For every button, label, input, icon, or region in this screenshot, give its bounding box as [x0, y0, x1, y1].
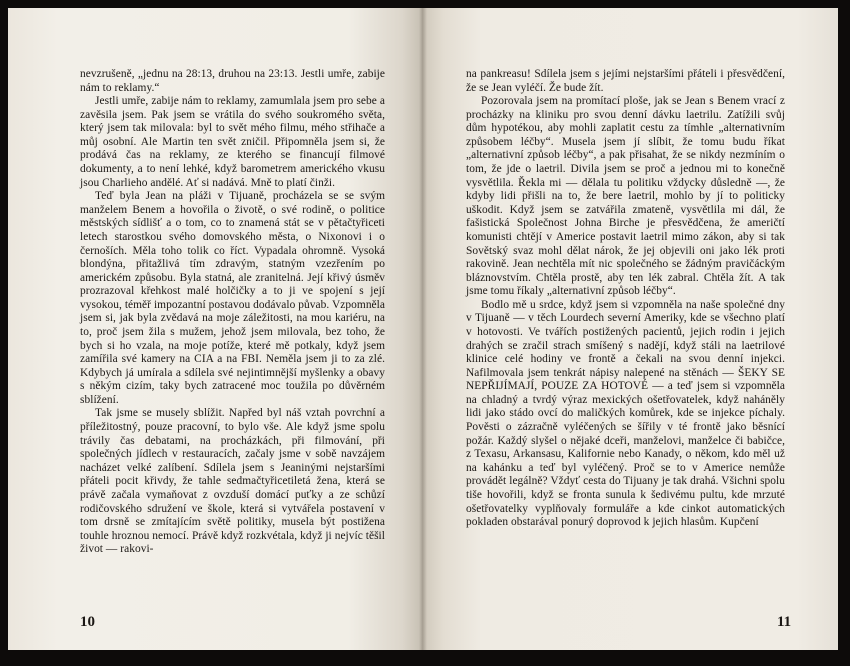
paragraph: Bodlo mě u srdce, když jsem si vzpomněla na naše společné dny v Tijuaně — v těch Lourdech severní Ameriky, kde se všechno platí v hotovosti. Ve tvářích postižených pacientů, jejich rodin i jejich drahých se zračil strach smíšený s nadějí, když stáli na laetrilové klinice celé hodiny ve frontě a čekali na svou denní injekci. Nafilmovala jsem tenkrát nápisy nalepené na stěnách — ŠEKY SE NEPŘIJÍMAJÍ, POUZE ZA HOTOVÉ — a teď jsem si vzpomněla na chladný a tvrdý výraz mexických ošetřovatelek, když naháněly lidi jako stádo ovcí do maličkých komůrek, kde se injekce píchaly. Pověsti o zázračně vyléčených se šířily v té frontě jako běsnící požár. Každý slyšel o nějaké dceři, manželovi, manželce či babičce, z Texasu, Arkansasu, Kalifornie nebo Kanady, o někom, kdo měl už na kahánku a teď byl vyléčený. Proč se to v Americe nemůže provádět legálně? Vždyť cesta do Tijuany je tak drahá. Všichni spolu tiše hovořili, když se fronta sunula k šedivému pultu, kde mrzuté ošetřovatelky vyplňovaly formuláře a kde cinkot automatických pokladen obstarával ponurý doprovod k jejich hlasům. Kupčení: [466, 298, 785, 529]
left-page-text: [80, 68, 385, 557]
page-number-left: 10: [80, 614, 95, 630]
paragraph: Jestli umře, zabije nám to reklamy, zamumlala jsem pro sebe a zavěsila jsem. Pak jsem se vrátila do svého soukromého světa, který jsem tak milovala: byl to svět mého filmu, mého střihače a můj osobní. Ale Martin ten svět zničil. Připomněla jsem si, že prodává čas na reklamy, ze kterého se financují filmové dokumenty, a to není lehké, když barometrem amerického vkusu jsou Charlieho andělé. Ať si nadává. Mně to platí činži.: [80, 95, 385, 189]
left-page: [8, 8, 423, 650]
paragraph: Pozorovala jsem na promítací ploše, jak se Jean s Benem vrací z procházky na kliniku pro svou denní dávku laetrilu. Zatížili svůj dům hypotékou, aby mohli zaplatit cestu za tímhle „alternativním způsobem léčby“. Musela jsem jí slíbit, že tomu budu říkat „alternativní způsob léčby“, a pak přisahat, že se nikdy nezmíním o tom, že jde o laetril. Divila jsem se proč a jednou mi to konečně vysvětlila. Řekla mi — dělala tu politiku vždycky důsledně —, že kdyby lidi přišli na to, že bere laetril, mohlo by jí to politicky uškodit. Když jsem se zatvářila zmateně, vysvětlila mi dál, že fašistická Společnost Johna Birche je přesvědčena, že američtí komunisti chtějí v Americe postavit laetril mimo zákon, aby si tak Sovětský svaz mohl dělat nárok, že jej objevili oni jako lék proti rakovině. Jean nechtěla mít nic společného se žádným pravičáckým bláznovstvím. Chtěla prostě, aby ten lék zabral. Chtěla žít. A tak jsme tomu říkaly „alternativní způsob léčby“.: [466, 95, 785, 298]
book-gutter: [419, 8, 427, 650]
paragraph: nevzrušeně, „jednu na 28:13, druhou na 23:13. Jestli umře, zabije nám to reklamy.“: [80, 68, 385, 94]
paragraph: na pankreasu! Sdílela jsem s jejími nejstaršími přáteli i přesvědčení, že se Jean vyléčí. Že bude žít.: [466, 68, 785, 94]
paragraph: Teď byla Jean na pláži v Tijuaně, procházela se se svým manželem Benem a hovořila o životě, o své rodině, o politice městských sídlišť a o tom, co to znamená stát se v pětačtyřiceti letech starostkou svého domovského města, o Nixonovi i o černoších. Měla toho tolik co říct. Vypadala ohromně. Vysoká blondýna, přitažlivá tím zdravým, statným vzezřením po americkém způsobu. Byla statná, ale zranitelná. Její křivý úsměv prozrazoval křehkost malé holčičky a to ji ve spojení s její vysokou, téměř impozantní postavou dodávalo půvab. Vzpomněla jsem si, jak byla zvědavá na moje záležitosti, na mou kariéru, na to, proč jsem žila s mužem, jehož jsem milovala, bez toho, že bych si ho vzala, na moje potíže, které mě potkaly, když jsem zamířila své kamery na CIA a na FBI. Neměla jsem ji to za zlé. Kdybych já umírala a sdílela své nejintimnější myšlenky a obavy s někým cizím, taky bych zatracené moc toužila po důvěrném sblížení.: [80, 190, 385, 406]
page-number-right: 11: [777, 614, 792, 630]
book-spread: [8, 8, 838, 650]
right-page: [423, 8, 838, 650]
paragraph: Tak jsme se musely sblížit. Napřed byl náš vztah povrchní a příležitostný, pouze pracovní, to bylo vše. Ale když jsme spolu trávily čas debatami, na procházkách, při filmování, při společných jídlech v restauracích, začaly jsme v sobě navzájem nacházet velké zalíbení. Sdílela jsem s Jeaninými nejstaršími přáteli pocit křivdy, že tahle sedmačtyřicetiletá žena, která se právě začala vymaňovat z ovzduší domácí puťky a ze schůzí rodičovského sdružení ve škole, která si vytvářela postavení v tom drsně se zmítajícím světě politiky, musela být postižena touhle hroznou nemocí. Právě když rozkvétala, když ji nejvíc těšil život — rakovi-: [80, 407, 385, 556]
right-page-text: [466, 68, 785, 530]
